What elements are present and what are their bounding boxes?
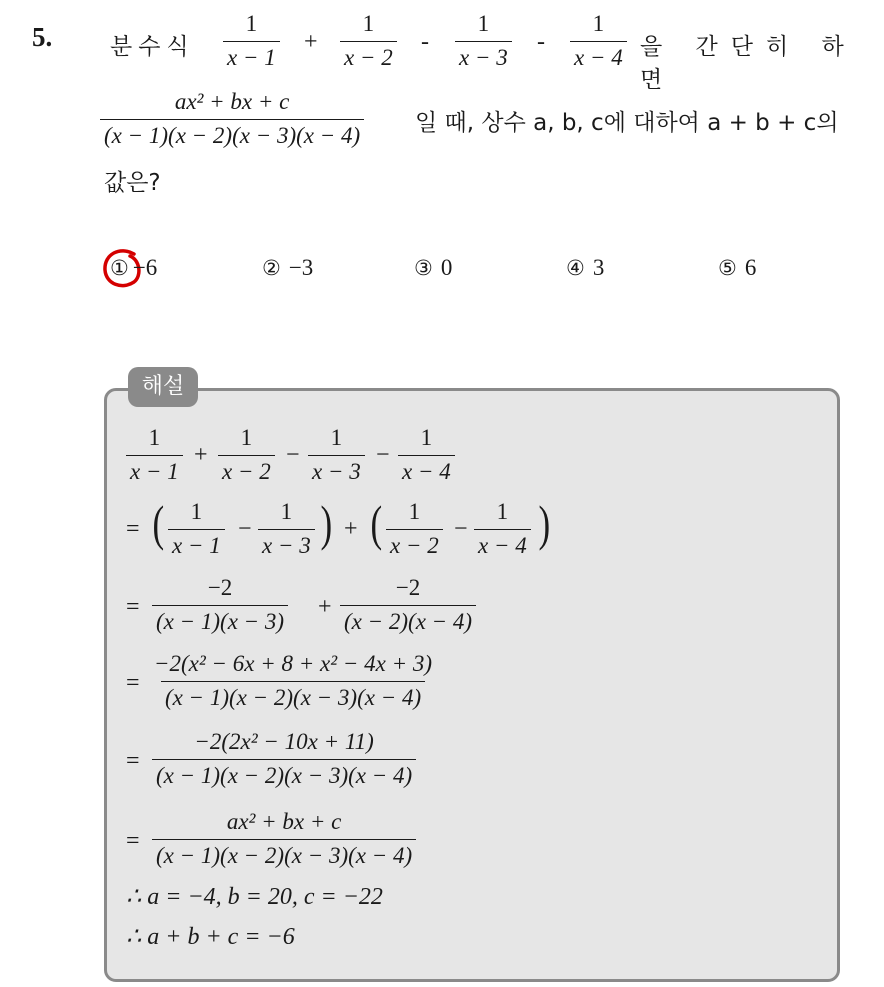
- s2-fraction-3: $\frac{1}{x - 2}$: [386, 498, 443, 559]
- q-op-2: -: [421, 29, 429, 55]
- q-result-fraction: $\frac{\text{ax² + bx + c}}{(x - 1)(x - 2)(x - 3)(x - 4)}$: [100, 88, 364, 149]
- s3-plus: +: [318, 594, 332, 620]
- problem-number: 5.: [32, 22, 53, 52]
- problem-tail-3: 값은?: [104, 170, 161, 196]
- q-op-3: -: [537, 29, 545, 55]
- solution-tag: 해설: [128, 367, 198, 407]
- s1-fraction-1: $\frac{1}{x - 1}$: [126, 424, 183, 485]
- s2-fraction-2: $\frac{1}{x - 3}$: [258, 498, 315, 559]
- s3-fraction-2: $\frac{-2}{(x - 2)(x - 4)}$: [340, 574, 476, 635]
- problem-tail-2: 일 때, 상수 a, b, c에 대하여 a + b + c의: [415, 110, 839, 136]
- s3-equals: =: [126, 594, 140, 620]
- s2-equals: =: [126, 516, 140, 542]
- choice-4-mark: ④: [566, 256, 585, 280]
- s2-paren-close-1: ): [320, 495, 333, 551]
- q-fraction-1: $\frac{1}{x - 1}$: [223, 10, 280, 71]
- s1-fraction-4: $\frac{1}{x - 4}$: [398, 424, 455, 485]
- q-fraction-4: $\frac{1}{x - 4}$: [570, 10, 627, 71]
- s2-fraction-1: $\frac{1}{x - 1}$: [168, 498, 225, 559]
- s1-fraction-3: $\frac{1}{x - 3}$: [308, 424, 365, 485]
- choice-4[interactable]: [566, 255, 604, 281]
- s2-fraction-4: $\frac{1}{x - 4}$: [474, 498, 531, 559]
- q-fraction-3: $\frac{1}{x - 3}$: [455, 10, 512, 71]
- choice-1-mark: ①: [110, 256, 129, 280]
- s6-equals: =: [126, 828, 140, 854]
- s2-minus-1: −: [238, 516, 252, 542]
- q-op-1: +: [304, 29, 318, 55]
- s2-paren-close-2: ): [538, 495, 551, 551]
- choice-3-mark: ③: [414, 256, 433, 280]
- choice-1-value: −6: [132, 255, 158, 280]
- s3-fraction-1: $\frac{-2}{(x - 1)(x - 3)}$: [152, 574, 288, 635]
- choice-1[interactable]: [110, 255, 157, 281]
- s2-plus: +: [344, 516, 358, 542]
- s4-equals: =: [126, 670, 140, 696]
- choice-4-value: 3: [592, 255, 605, 280]
- s1-op-2: −: [286, 442, 300, 468]
- choice-3[interactable]: [414, 255, 452, 281]
- choice-2-value: −3: [288, 255, 314, 280]
- s5-fraction: $\frac{\text{−2(2x² − 10x + 11)}}{(x - 1)(x - 2)(x - 3)(x - 4)}$: [152, 728, 416, 789]
- choice-2-mark: ②: [262, 256, 281, 280]
- choice-3-value: 0: [440, 255, 453, 280]
- s1-fraction-2: $\frac{1}{x - 2}$: [218, 424, 275, 485]
- choice-5[interactable]: [718, 255, 756, 281]
- s1-op-3: −: [376, 442, 390, 468]
- s2-paren-open-1: (: [152, 495, 165, 551]
- choice-5-mark: ⑤: [718, 256, 737, 280]
- q-fraction-2: $\frac{1}{x - 2}$: [340, 10, 397, 71]
- conclusion-sum: ∴ a + b + c = −6: [126, 924, 295, 950]
- problem-lead: 분수식: [110, 34, 195, 60]
- s4-fraction: $\frac{\text{−2(x² − 6x + 8 + x² − 4x + 3)}}{(x - 1)(x - 2)(x - 3)(x - 4)}$: [154, 651, 433, 710]
- s2-minus-2: −: [454, 516, 468, 542]
- conclusion-values: ∴ a = −4, b = 20, c = −22: [126, 884, 383, 910]
- choice-5-value: 6: [744, 255, 757, 280]
- s5-equals: =: [126, 748, 140, 774]
- problem-tail-1: 을 간단히 하면: [640, 34, 857, 93]
- choice-2[interactable]: [262, 255, 313, 281]
- s2-paren-open-2: (: [370, 495, 383, 551]
- s6-fraction: $\frac{\text{ax² + bx + c}}{(x - 1)(x - 2)(x - 3)(x - 4)}$: [152, 808, 416, 869]
- s1-op-1: +: [194, 442, 208, 468]
